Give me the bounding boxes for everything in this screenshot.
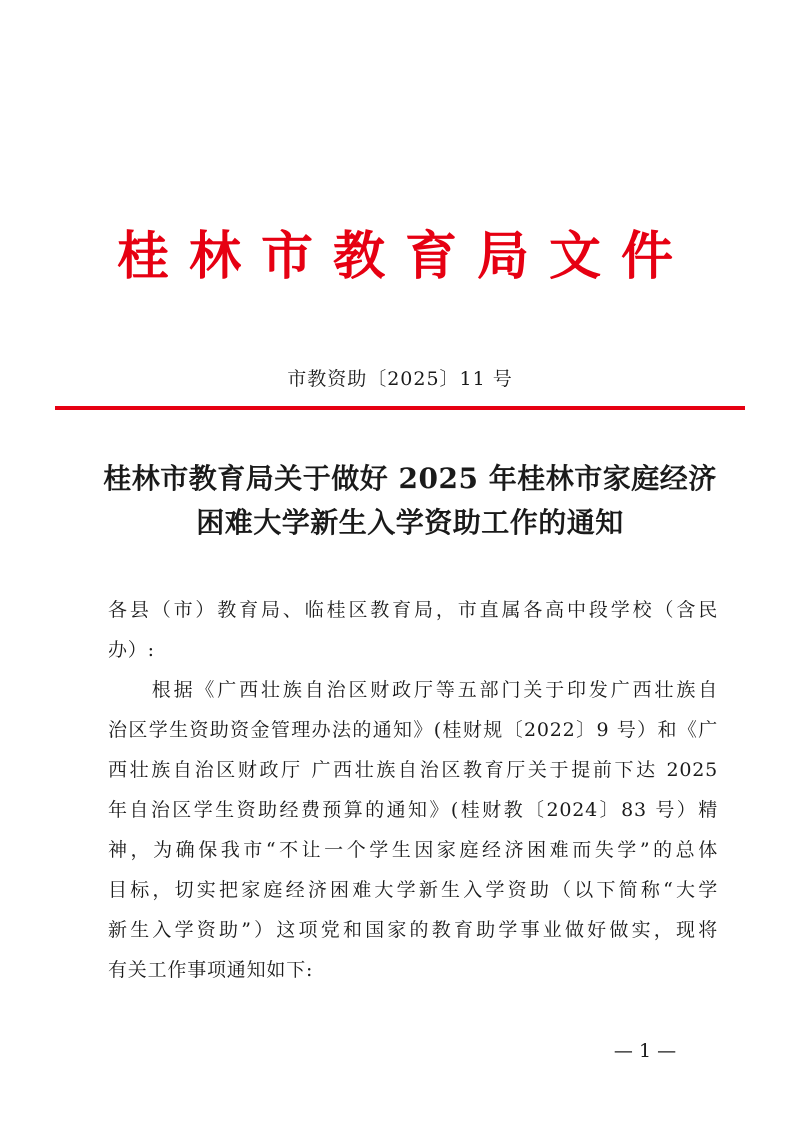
paragraph-line: 西壮族自治区财政厅 广西壮族自治区教育厅关于提前下达 2025	[108, 759, 718, 781]
document-number: 市教资助〔2025〕11 号	[287, 368, 513, 390]
title-line-2: 困难大学新生入学资助工作的通知	[196, 506, 624, 539]
title-line-1: 桂林市教育局关于做好 2025 年桂林市家庭经济	[103, 462, 717, 495]
paragraph-line: 新生入学资助”）这项党和国家的教育助学事业做好做实，现将	[108, 919, 718, 941]
red-separator-rule	[55, 406, 745, 410]
document-title	[95, 457, 725, 545]
addressee-line-1: 各县（市）教育局、临桂区教育局，市直属各高中段学校（含民	[108, 599, 718, 621]
document-body	[108, 590, 718, 990]
paragraph-line: 年自治区学生资助经费预算的通知》(桂财教〔2024〕83 号）精	[108, 799, 718, 821]
paragraph-line: 目标，切实把家庭经济困难大学新生入学资助（以下简称“大学	[108, 879, 718, 901]
paragraph-line: 神，为确保我市“不让一个学生因家庭经济困难而失学”的总体	[108, 839, 718, 861]
page-number: — 1 —	[613, 1040, 677, 1062]
paragraph-line: 根据《广西壮族自治区财政厅等五部门关于印发广西壮族自	[108, 679, 718, 701]
paragraph-line: 治区学生资助资金管理办法的通知》(桂财规〔2022〕9 号）和《广	[108, 719, 718, 741]
addressee-line-2: 办）:	[108, 639, 155, 661]
paragraph-line: 有关工作事项通知如下:	[108, 959, 314, 981]
issuer-header: 桂林市教育局文件	[116, 227, 693, 287]
